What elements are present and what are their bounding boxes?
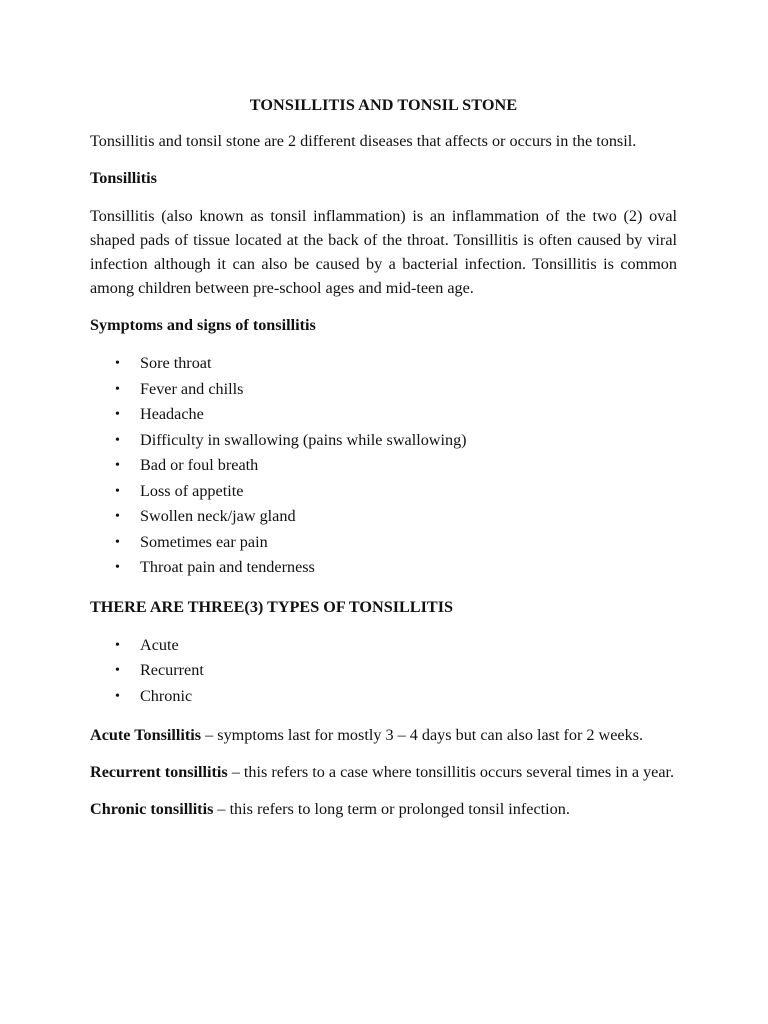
types-heading: THERE ARE THREE(3) TYPES OF TONSILLITIS (90, 597, 453, 616)
list-item-text: Recurrent (140, 661, 204, 679)
bullet-icon: • (115, 688, 120, 704)
bullet-icon: • (115, 407, 120, 422)
types-list (90, 633, 677, 710)
list-item-text: Headache (140, 405, 204, 423)
list-item-text: Fever and chills (140, 379, 244, 398)
list-item-text: Sometimes ear pain (140, 532, 268, 551)
bullet-icon: • (115, 483, 120, 499)
document-title: TONSILLITIS AND TONSIL STONE (249, 96, 518, 114)
bullet-icon: • (115, 560, 120, 575)
list-item-text: Sore throat (140, 354, 212, 372)
bullet-icon: • (115, 663, 120, 678)
list-item-text: Acute (140, 635, 179, 654)
tonsillitis-paragraph: Tonsillitis (also known as tonsil inflammation) is an inflammation of the two (2) oval shaped pads of tissue located at the back of the throat. Tonsillitis is often caused by viral infection although it can also be caused by a bacterial infection. Tonsillitis is common among children between pre-school ages and mid-teen age. (90, 207, 677, 297)
list-item (90, 504, 677, 530)
list-item (90, 684, 677, 710)
list-item-text: Chronic (140, 686, 193, 705)
list-item (90, 658, 677, 684)
definition-text: – this refers to long term or prolonged tonsil infection. (213, 800, 570, 818)
list-item (90, 351, 677, 377)
list-item-text: Swollen neck/jaw gland (140, 507, 296, 525)
bullet-icon: • (115, 381, 120, 397)
list-item (90, 377, 677, 403)
definition-recurrent (90, 760, 677, 784)
list-item-text: Throat pain and tenderness (140, 558, 315, 576)
definition-chronic (90, 797, 677, 821)
bullet-icon: • (115, 356, 120, 371)
symptoms-list (90, 351, 677, 581)
definition-term: Recurrent tonsillitis (90, 763, 228, 781)
list-item (90, 479, 677, 505)
list-item-text: Difficulty in swallowing (pains while swallowing) (140, 430, 467, 449)
bullet-icon: • (115, 534, 120, 550)
list-item (90, 555, 677, 581)
definition-acute (90, 723, 677, 747)
list-item (90, 402, 677, 428)
list-item-text: Bad or foul breath (140, 456, 259, 474)
tonsillitis-heading: Tonsillitis (90, 169, 157, 187)
list-item (90, 530, 677, 556)
list-item (90, 428, 677, 454)
definition-text: – this refers to a case where tonsillitis occurs several times in a year. (227, 763, 675, 781)
bullet-icon: • (115, 458, 120, 473)
bullet-icon: • (115, 509, 120, 524)
document-page (90, 93, 677, 834)
list-item-text: Loss of appetite (140, 481, 244, 500)
bullet-icon: • (115, 637, 120, 653)
definition-term: Acute Tonsillitis (90, 726, 202, 744)
symptoms-heading: Symptoms and signs of tonsillitis (90, 316, 316, 334)
bullet-icon: • (115, 432, 120, 448)
definition-term: Chronic tonsillitis (90, 800, 214, 818)
intro-paragraph: Tonsillitis and tonsil stone are 2 different diseases that affects or occurs in the tonsil. (90, 132, 637, 150)
definition-text: – symptoms last for mostly 3 – 4 days but can also last for 2 weeks. (201, 726, 644, 744)
list-item (90, 633, 677, 659)
list-item (90, 453, 677, 479)
